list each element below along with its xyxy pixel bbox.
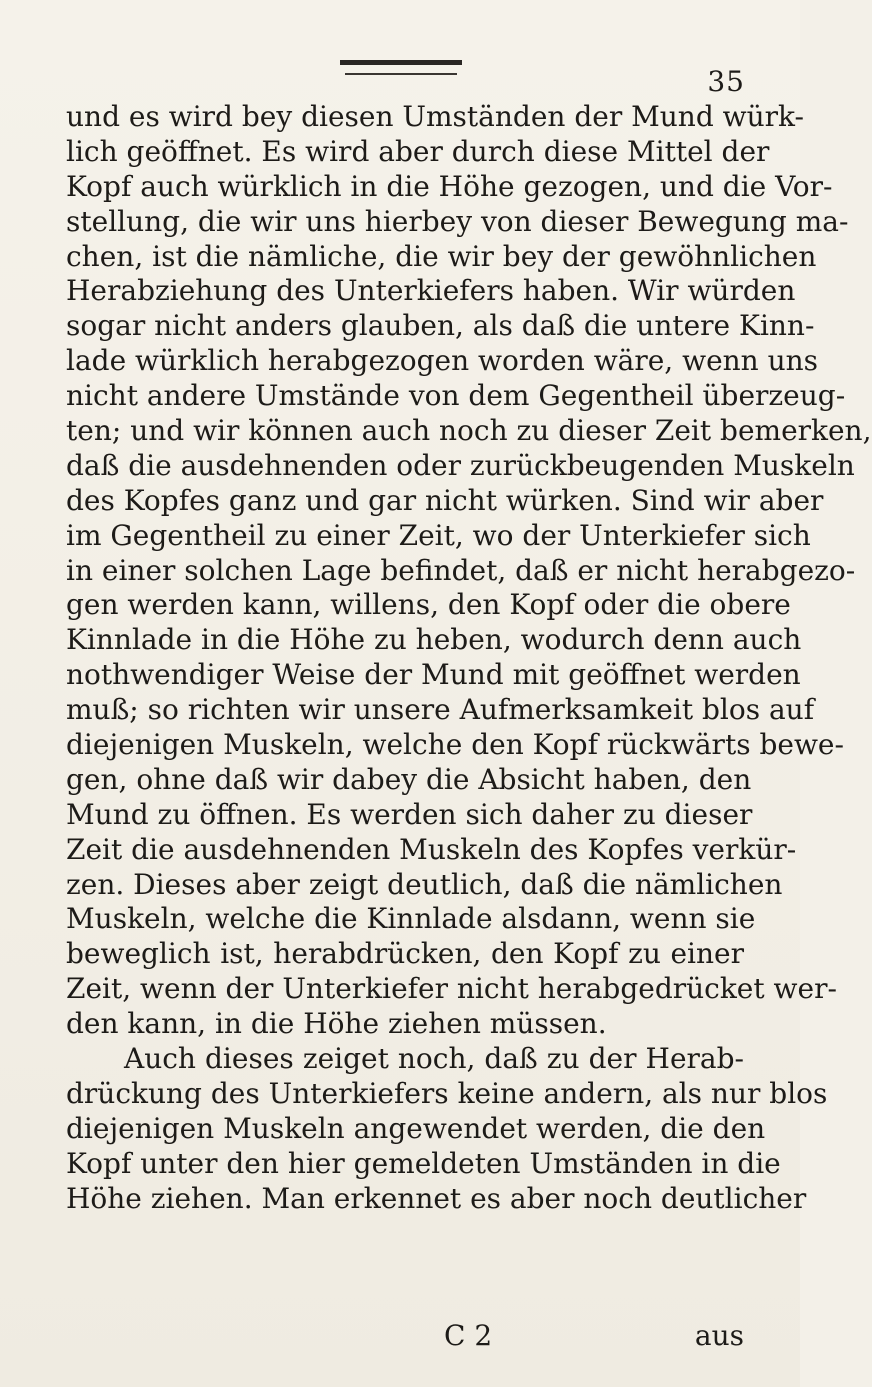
text-line: Kopf auch würklich in die Höhe gezogen, und die Vor- — [66, 169, 833, 203]
text-line: Kinnlade in die Höhe zu heben, wodurch denn auch — [66, 623, 802, 657]
page-number: 35 — [707, 65, 745, 98]
text-line: zen. Dieses aber zeigt deutlich, daß die nämlichen — [66, 867, 783, 901]
text-line: Muskeln, welche die Kinnlade alsdann, wenn sie — [66, 902, 756, 936]
text-line: nicht andere Umstände von dem Gegentheil überzeug- — [66, 379, 846, 413]
text-line: Höhe ziehen. Man erkennet es aber noch deutlicher — [66, 1181, 807, 1215]
text-line: muß; so richten wir unsere Aufmerksamkeit blos auf — [66, 693, 815, 727]
text-line: gen werden kann, willens, den Kopf oder die obere — [66, 588, 791, 622]
text-line: und es wird bey diesen Umständen der Mund würk- — [66, 100, 804, 133]
text-line: nothwendiger Weise der Mund mit geöffnet werden — [66, 658, 801, 692]
text-line-paragraph-start: Auch dieses zeiget noch, daß zu der Herab- — [124, 1042, 744, 1076]
text-line: diejenigen Muskeln, welche den Kopf rückwärts bewe- — [66, 728, 844, 762]
signature-mark: C 2 — [444, 1319, 493, 1352]
text-line: sogar nicht anders glauben, als daß die untere Kinn- — [66, 309, 815, 343]
text-line: lich geöffnet. Es wird aber durch diese Mittel der — [66, 134, 770, 168]
text-line: daß die ausdehnenden oder zurückbeugenden Muskeln — [66, 448, 855, 482]
text-line: chen, ist die nämliche, die wir bey der gewöhnlichen — [66, 239, 817, 273]
text-line: Kopf unter den hier gemeldeten Umständen in die — [66, 1146, 781, 1180]
text-line-paragraph-end: den kann, in die Höhe ziehen müssen. — [66, 1007, 607, 1041]
text-line: Herabziehung des Unterkiefers haben. Wir würden — [66, 274, 796, 308]
text-line: diejenigen Muskeln angewendet werden, die den — [66, 1111, 766, 1145]
body-text — [66, 100, 872, 1217]
text-line: drückung des Unterkiefers keine andern, als nur blos — [66, 1076, 828, 1110]
text-line: Zeit, wenn der Unterkiefer nicht herabgedrücket wer- — [66, 972, 837, 1006]
header-rule-thin — [345, 73, 457, 75]
text-line: in einer solchen Lage befindet, daß er nicht herabgezo- — [66, 553, 856, 587]
text-line: Zeit die ausdehnenden Muskeln des Kopfes verkür- — [66, 832, 797, 866]
text-line: im Gegentheil zu einer Zeit, wo der Unterkiefer sich — [66, 518, 811, 552]
catchword: aus — [694, 1319, 744, 1352]
text-line: Mund zu öffnen. Es werden sich daher zu dieser — [66, 797, 753, 831]
text-line: ten; und wir können auch noch zu dieser Zeit bemerken, — [66, 414, 872, 448]
header-rule — [340, 60, 462, 65]
text-line: beweglich ist, herabdrücken, den Kopf zu einer — [66, 937, 744, 971]
text-line: lade würklich herabgezogen worden wäre, wenn uns — [66, 344, 819, 378]
text-line: des Kopfes ganz und gar nicht würken. Sind wir aber — [66, 483, 824, 517]
text-line: gen, ohne daß wir dabey die Absicht haben, den — [66, 762, 752, 796]
text-line: stellung, die wir uns hierbey von dieser Bewegung ma- — [66, 204, 849, 238]
page-footer — [66, 1318, 744, 1354]
